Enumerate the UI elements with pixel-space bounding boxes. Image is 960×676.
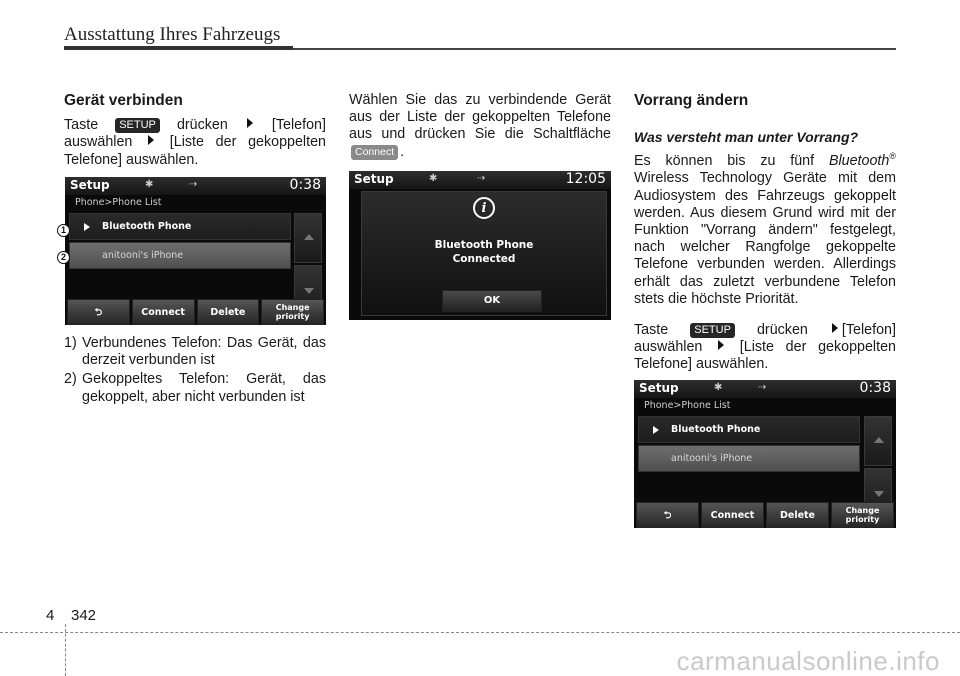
usb-icon: ⇢ (189, 179, 198, 190)
section-heading-connect: Gerät verbinden (64, 92, 183, 109)
setup-key-badge: SETUP (115, 118, 160, 133)
text-period: . (400, 143, 405, 160)
text-taste: Taste (634, 322, 669, 338)
note-text: Gekoppeltes Telefon: Gerät, das gekoppelt, aber nicht verbunden ist (82, 371, 326, 405)
instruction-paragraph (634, 322, 896, 374)
text-liste: [Liste der gekoppelten Telefone] auswählen. (64, 134, 326, 168)
watermark: carmanualsonline.info (676, 646, 940, 676)
back-arrow-icon: ⮌ (663, 509, 672, 521)
text-telefon: [Telefon] (841, 322, 896, 338)
list-item-label: anitooni's iPhone (102, 250, 184, 261)
note-number: 2) (64, 371, 77, 388)
screen-clock: 12:05 (565, 171, 606, 187)
play-icon (653, 426, 659, 434)
bluetooth-icon: ✱ (714, 382, 723, 393)
text-liste: [Liste der gekoppelten Telefone] auswählen. (634, 339, 896, 373)
header-rule-accent (64, 46, 293, 50)
list-item-label: Bluetooth Phone (102, 221, 192, 232)
screen-clock: 0:38 (289, 177, 321, 193)
text-rest: Wireless Technology Geräte mit dem Audiosystem des Fahrzeugs gekoppelt werden. Aus diesem Grund wird mit der Funktion "Vorrang ändern" festgelegt, nach welcher Rangfolge gekoppelte Telefone verbunden werden. Allerdings erhält das zuletzt verbundene Telefon stets die höchste Priorität. (634, 170, 896, 307)
delete-button[interactable]: Delete (197, 299, 260, 325)
chevron-down-icon (304, 288, 314, 294)
chevron-down-icon (874, 491, 884, 497)
footer-divider (65, 624, 66, 676)
chevron-up-icon (304, 234, 314, 240)
back-arrow-icon: ⮌ (94, 306, 103, 318)
delete-button[interactable]: Delete (766, 502, 829, 528)
instruction-paragraph (64, 117, 326, 169)
play-icon (84, 223, 90, 231)
arrow-right-icon (832, 323, 838, 333)
note-text: Verbundenes Telefon: Das Gerät, das derzeit verbunden ist (82, 335, 326, 369)
connect-button[interactable]: Connect (701, 502, 764, 528)
screenshot-connected-dialog (349, 171, 611, 320)
screen-title: Setup (354, 172, 394, 186)
list-item-label: anitooni's iPhone (671, 453, 753, 464)
list-item-label: Bluetooth Phone (671, 424, 761, 435)
column-connect-device (64, 92, 326, 169)
usb-icon: ⇢ (758, 382, 767, 393)
screen-status-bar (349, 171, 611, 189)
chapter-number: 4 (46, 607, 55, 624)
arrow-right-icon (247, 118, 253, 128)
notes-list (64, 335, 326, 408)
note-item (64, 335, 326, 369)
change-priority-button[interactable]: Change priority (831, 502, 894, 528)
text-telefon: [Telefon] (271, 117, 326, 134)
bluetooth-icon: ✱ (145, 179, 154, 190)
note-number: 1) (64, 335, 77, 351)
dialog-message-line1: Bluetooth Phone (434, 239, 534, 251)
screen-status-bar (634, 380, 896, 398)
connect-button[interactable]: Connect (132, 299, 195, 325)
arrow-right-icon (148, 135, 154, 145)
instruction-paragraph (349, 92, 611, 161)
list-item[interactable] (69, 213, 291, 240)
list-item[interactable] (638, 445, 860, 472)
bluetooth-icon: ✱ (429, 173, 438, 184)
list-item[interactable] (69, 242, 291, 269)
registered-mark: ® (889, 151, 896, 162)
text-taste: Taste (64, 117, 99, 134)
list-item[interactable] (638, 416, 860, 443)
footer-rule (0, 632, 960, 633)
connect-key-badge: Connect (351, 145, 398, 160)
column-select-device (349, 92, 611, 161)
page-header-title: Ausstattung Ihres Fahrzeugs (64, 24, 281, 45)
callout-1: 1 (57, 224, 70, 237)
callout-2: 2 (57, 251, 70, 264)
text-auswaehlen: auswählen (64, 134, 133, 151)
screen-status-bar (65, 177, 326, 195)
screen-breadcrumb: Phone>Phone List (644, 400, 731, 411)
note-item (64, 371, 326, 405)
screen-title: Setup (70, 178, 110, 192)
header-rule (293, 48, 896, 50)
priority-explanation (634, 148, 896, 308)
text-druecken: drücken (756, 322, 808, 338)
scroll-up-button[interactable] (864, 416, 892, 466)
text-bluetooth: Bluetooth (828, 153, 890, 170)
column-priority (634, 92, 896, 374)
dialog-message-line2: Connected (452, 253, 516, 265)
text-start: Es können bis zu fünf (634, 153, 815, 170)
subheading-what-is-priority: Was versteht man unter Vorrang? (634, 129, 859, 146)
ok-button[interactable]: OK (442, 290, 542, 312)
setup-key-badge: SETUP (690, 323, 735, 338)
back-button[interactable] (67, 299, 130, 325)
chevron-up-icon (874, 437, 884, 443)
screen-button-bar (65, 299, 326, 325)
screenshot-phone-list (65, 177, 326, 325)
section-heading-priority: Vorrang ändern (634, 92, 749, 109)
text-druecken: drücken (176, 117, 228, 134)
text-select: Wählen Sie das zu verbindende Gerät aus der Liste der gekoppelten Telefone aus und drücken Sie die Schaltfläche (349, 92, 611, 143)
page-number: 342 (71, 607, 97, 624)
screen-clock: 0:38 (859, 380, 891, 396)
text-auswaehlen: auswählen (634, 339, 703, 356)
change-priority-button[interactable]: Change priority (261, 299, 324, 325)
dialog-message (362, 238, 606, 266)
screenshot-phone-list (634, 380, 896, 528)
back-button[interactable] (636, 502, 699, 528)
arrow-right-icon (718, 340, 724, 350)
screen-button-bar (634, 502, 896, 528)
screen-title: Setup (639, 381, 679, 395)
info-icon: i (473, 197, 495, 219)
scroll-up-button[interactable] (294, 213, 322, 263)
connection-dialog (361, 191, 607, 316)
usb-icon: ⇢ (477, 173, 486, 184)
screen-breadcrumb: Phone>Phone List (75, 197, 162, 208)
